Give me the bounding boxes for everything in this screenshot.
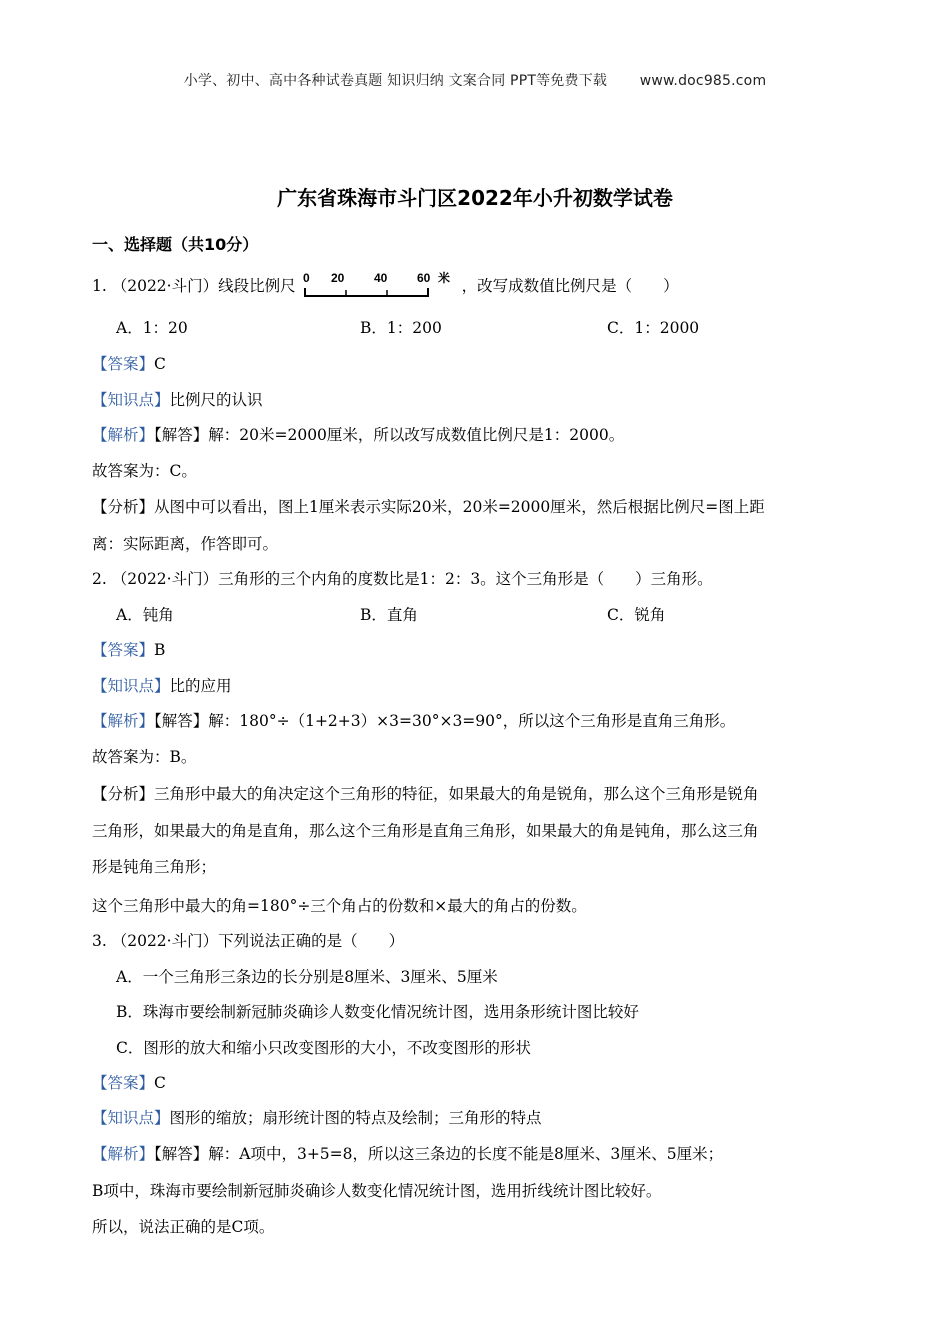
q2-option-a[interactable]: A．钝角 (116, 606, 174, 624)
q3-option-a[interactable]: A．一个三角形三条边的长分别是8厘米、3厘米、5厘米 (116, 968, 498, 986)
q1-knowledge: 【知识点】比例尺的认识 (92, 391, 263, 409)
q1-option-a[interactable]: A．1：20 (116, 319, 188, 337)
q1-stem (92, 270, 679, 304)
q2-option-c[interactable]: C．锐角 (607, 606, 666, 624)
q2-fenxi-cont-2: 形是钝角三角形； (92, 858, 217, 876)
q3-analysis: 【解析】【解答】解：A项中，3+5=8，所以这三条边的长度不能是8厘米、3厘米、5厘米； (92, 1145, 724, 1163)
q1-analysis: 【解析】【解答】解：20米=2000厘米，所以改写成数值比例尺是1：2000。 (92, 426, 625, 444)
scale-label-unit: 米 (437, 271, 450, 285)
q1-conclusion: 故答案为：C。 (92, 462, 197, 480)
scale-label-40: 40 (373, 271, 387, 285)
q1-stem-a: 1. （2022·斗门）线段比例尺 (92, 277, 296, 295)
q2-analysis: 【解析】【解答】解：180°÷（1+2+3）×3=30°×3=90°，所以这个三角形是直角三角形。 (92, 712, 736, 730)
q2-fenxi-cont-1: 三角形，如果最大的角是直角，那么这个三角形是直角三角形，如果最大的角是钝角，那么这三角 (92, 822, 759, 840)
page-header (0, 70, 950, 90)
scale-bar-figure (300, 270, 458, 304)
q3-answer: 【答案】C (92, 1074, 166, 1092)
q1-answer: 【答案】C (92, 355, 166, 373)
q2-stem: 2. （2022·斗门）三角形的三个内角的度数比是1：2：3。这个三角形是（ ）三角形。 (92, 570, 713, 588)
q3-knowledge: 【知识点】图形的缩放；扇形统计图的特点及绘制；三角形的特点 (92, 1109, 542, 1127)
q2-conclusion: 故答案为：B。 (92, 748, 197, 766)
q2-fenxi-cont-3: 这个三角形中最大的角=180°÷三个角占的份数和×最大的角占的份数。 (92, 897, 587, 915)
section-heading: 一、选择题（共10分） (92, 235, 259, 254)
q1-stem-b: ，改写成数值比例尺是（ ） (461, 277, 679, 295)
q3-option-b[interactable]: B．珠海市要绘制新冠肺炎确诊人数变化情况统计图，选用条形统计图比较好 (116, 1003, 639, 1021)
q2-option-b[interactable]: B．直角 (360, 606, 418, 624)
q3-analysis-cont-2: 所以，说法正确的是C项。 (92, 1218, 275, 1236)
scale-label-20: 20 (330, 271, 344, 285)
q1-option-b[interactable]: B．1：200 (360, 319, 442, 337)
q1-fenxi-cont: 离：实际距离，作答即可。 (92, 535, 279, 553)
q2-knowledge: 【知识点】比的应用 (92, 677, 232, 695)
q2-fenxi: 【分析】三角形中最大的角决定这个三角形的特征，如果最大的角是锐角，那么这个三角形是锐角 (92, 785, 759, 803)
q3-stem: 3. （2022·斗门）下列说法正确的是（ ） (92, 932, 405, 950)
page-title: 广东省珠海市斗门区2022年小升初数学试卷 (277, 186, 673, 210)
scale-label-0: 0 (302, 271, 310, 285)
q1-fenxi: 【分析】从图中可以看出，图上1厘米表示实际20米，20米=2000厘米，然后根据比例尺=图上距 (92, 498, 765, 516)
header-text: 小学、初中、高中各种试卷真题 知识归纳 文案合同 PPT等免费下载 (183, 73, 608, 89)
q3-option-c[interactable]: C．图形的放大和缩小只改变图形的大小，不改变图形的形状 (116, 1039, 531, 1057)
q3-analysis-cont-1: B项中，珠海市要绘制新冠肺炎确诊人数变化情况统计图，选用折线统计图比较好。 (92, 1182, 662, 1200)
scale-label-60: 60 (416, 271, 430, 285)
header-url[interactable]: www.doc985.com (639, 73, 767, 89)
q2-answer: 【答案】B (92, 641, 166, 659)
q1-option-c[interactable]: C．1：2000 (607, 319, 700, 337)
